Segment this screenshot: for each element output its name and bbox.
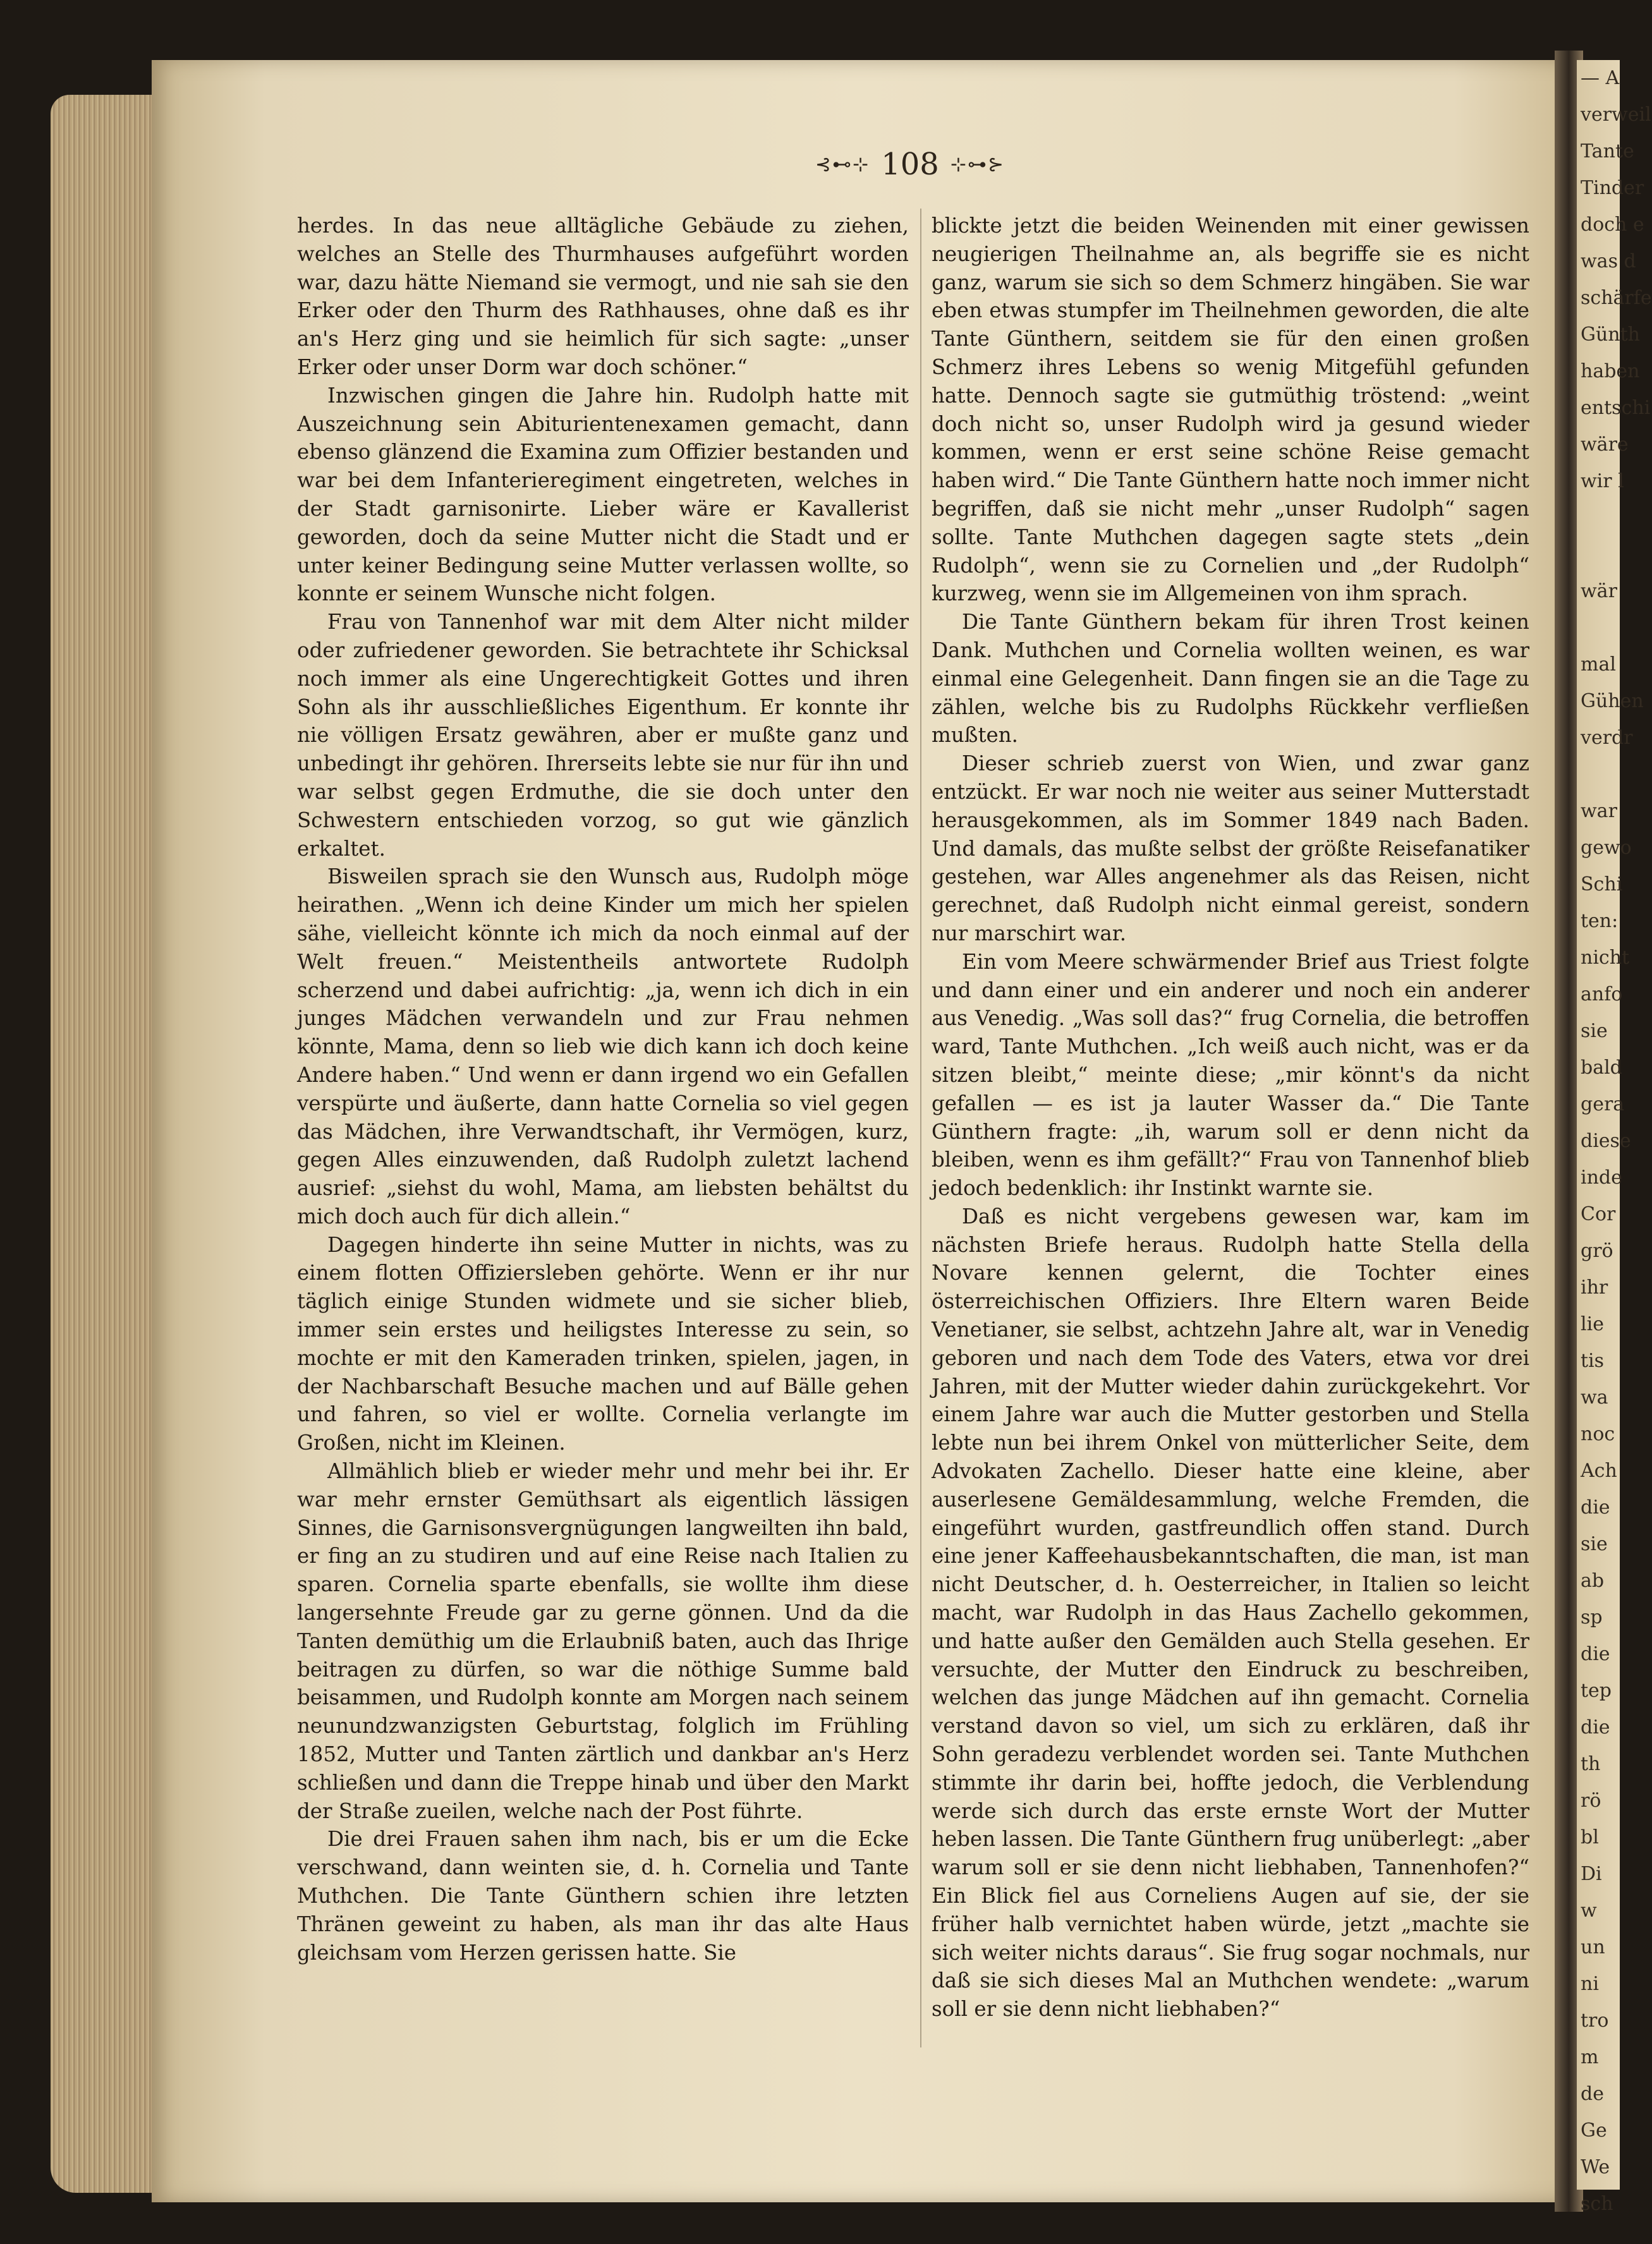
next-page-line: th [1581,1753,1601,1775]
next-page-line [1577,610,1620,646]
next-page-line: verdr [1581,727,1633,749]
next-page-line: die [1581,1496,1610,1519]
next-page-line: Ge [1581,2120,1607,2142]
paragraph: herdes. In das neue alltägliche Gebäude zu ziehen, welches an Stelle des Thurmhauses aufgeführt worden war, dazu hätte Niemand sie vermogt, und nie sah sie den Erker oder den Thurm des Rathhauses, ohne daß es ihr an's Herz ging und sie heimlich für sich sagte: „unser Erker oder unser Dorm war doch schöner.“ [297,214,909,379]
next-page-fragment [1577,60,1652,2215]
next-page-line: de [1581,2083,1604,2105]
next-page-line: bl [1581,1826,1599,1848]
next-page-line: tro [1581,2010,1609,2032]
next-page-line: — A [1581,67,1620,89]
next-page-line: Cor [1581,1203,1616,1225]
header-ornament-left: ⊰⊷⊹ [815,153,870,176]
next-page-line: Ach [1581,1460,1617,1482]
next-page-line: diese [1581,1130,1631,1152]
next-page-line [1577,756,1620,793]
page-header [803,142,1017,186]
next-page-line: noc [1581,1423,1615,1445]
paragraph: blickte jetzt die beiden Weinenden mit einer gewissen neugierigen Theilnahme an, als begriffe sie es nicht ganz, warum sie sich so dem Schmerz hingäben. Sie war eben etwas stumpfer im Theilnehmen geworden, die alte Tante Günthern, seitdem sie für den einen großen Schmerz ihres Lebens so wenig Mitgefühl gefunden hatte. Dennoch sagte sie gutmüthig tröstend: „weint doch nicht so, unser Rudolph wird ja gesund wieder kommen, wenn er erst seine schöne Reise gemacht haben wird.“ Die Tante Günthern hatte noch immer nicht begriffen, daß sie nicht mehr „unser Rudolph“ sagen sollte. Tante Muthchen dagegen sagte stets „dein Rudolph“, wenn sie zu Cornelien und „der Rudolph“ kurzweg, wenn sie im Allgemeinen von ihm sprach. [932,214,1529,606]
next-page-line: entschi [1581,397,1651,419]
paragraph: Bisweilen sprach sie den Wunsch aus, Rudolph möge heirathen. „Wenn ich deine Kinder um mich her spielen sähe, vielleicht könnte ich mich da noch einmal auf der Welt freuen.“ Meistentheils antwortete Rudolph scherzend und dabei aufrichtig: „ja, wenn ich dich in ein junges Mädchen verwandeln und zur Frau nehmen könnte, Mama, denn so lieb wie dich kann ich doch keine Andere haben.“ Und wenn er dann irgend wo ein Gefallen verspürte und äußerte, dann hatte Cornelia so viel gegen das Mädchen, ihre Verwandtschaft, ihr Vermögen, kurz, gegen Alles einzuwenden, daß Rudolph zuletzt lachend ausrief: „siehst du wohl, Mama, am liebsten behältst du mich doch auch für dich allein.“ [297,864,909,1228]
paragraph: Ein vom Meere schwärmender Brief aus Triest folgte und dann einer und ein anderer und noch ein anderer aus Venedig. „Was soll das?“ frug Cornelia, die betroffen ward, Tante Muthchen. „Ich weiß auch nicht, was er da sitzen bleibt,“ meinte diese; „mir könnt's da nicht gefallen — es ist ja lauter Wasser da.“ Die Tante Günthern fragte: „ih, warum soll er denn nicht da bleiben, wenn es ihm gefällt?“ Frau von Tannenhof blieb jedoch bedenklich: ihr Instinkt warnte sie. [932,949,1529,1201]
next-page-line: Di [1581,1863,1602,1885]
next-page-line: anfo [1581,983,1623,1005]
next-page-line [1577,537,1620,573]
next-page-line: Tinder [1581,177,1644,199]
paragraph: Daß es nicht vergebens gewesen war, kam im nächsten Briefe heraus. Rudolph hatte Stella della Novare kennen gelernt, die Tochter eines österreichischen Offiziers. Ihre Eltern waren Beide Venetianer, sie selbst, achtzehn Jahre alt, war in Venedig geboren und nach dem Tode des Vaters, etwa vor drei Jahren, mit der Mutter wieder dahin zurückgekehrt. Vor einem Jahre war auch die Mutter gestorben und Stella lebte nun bei ihrem Onkel von mütterlicher Seite, dem Advokaten Zachello. Dieser hatte eine kleine, aber auserlesene Gemäldesammlung, welche Fremden, die eingeführt wurden, gastfreundlich offen stand. Durch eine jener Kaffeehausbekanntschaften, die man, ist man nicht Deutscher, d. h. Oesterreicher, in Italien so leicht macht, war Rudolph in das Haus Zachello gekommen, und hatte außer den Gemälden auch Stella gesehen. Er versuchte, der Mutter den Eindruck zu beschreiben, welchen das junge Mädchen auf ihn gemacht. Cornelia verstand davon so viel, um sich zu erklären, daß ihr Sohn geradezu verblendet worden sei. Tante Muthchen stimmte ihr darin bei, hoffte jedoch, die Verblendung werde sich durch das erste ernste Wort der Mutter heben lassen. Die Tante Günthern frug unüberlegt: „aber warum soll er sie denn nicht liebhaben, Tannenhofen?“ Ein Blick fiel aus Corneliens Augen auf sie, der sie früher halb vernichtet haben würde, jetzt „machte sie sich weiter nichts daraus“. Sie frug sogar nochmals, nur daß sie sich dieses Mal an Muthchen wendete: „warum soll er sie denn nicht liebhaben?“ [932,1204,1529,2022]
next-page-line: bald [1581,1057,1622,1079]
paragraph: Dieser schrieb zuerst von Wien, und zwar ganz entzückt. Er war noch nie weiter aus seiner Mutterstadt herausgekommen, als im Sommer 1849 nach Baden. Und damals, das mußte selbst der größte Reisefanatiker gestehen, war Alles angenehmer als das Reisen, nicht gerechnet, daß Rudolph nicht einmal gereist, sondern nur marschirt war. [932,751,1529,945]
next-page-line: gera [1581,1093,1625,1115]
next-page-line: lie [1581,1313,1604,1335]
next-page-line: ab [1581,1570,1605,1592]
next-page-line: w [1581,1900,1597,1922]
next-page-line: was d [1581,250,1636,272]
next-page-line: wir l [1581,470,1624,492]
next-page-line: gewo [1581,837,1632,859]
next-page-line: un [1581,1936,1605,1958]
next-page-line: wa [1581,1386,1608,1409]
header-ornament-right: ⊹⊶⊱ [950,153,1005,176]
next-page-line: sp [1581,1606,1603,1628]
text-column-right [932,212,1529,2023]
next-page-line: die [1581,1643,1610,1665]
next-page-line: ten: [1581,910,1619,932]
next-page-line: inde [1581,1167,1622,1189]
next-page-line: sie [1581,1020,1608,1042]
next-page-line: sch [1581,2193,1613,2215]
next-page-line: schärfe [1581,287,1652,309]
paragraph: Allmählich blieb er wieder mehr und mehr bei ihr. Er war mehr ernster Gemüthsart als eigentlich lässigen Sinnes, die Garnisonsvergnügungen langweilten ihn bald, er fing an zu studiren und auf eine Reise nach Italien zu sparen. Cornelia sparte ebenfalls, sie wollte ihm diese langersehnte Freude gar zu gerne gönnen. Und da die Tanten demüthig um die Erlaubniß baten, auch das Ihrige beitragen zu dürfen, so war die nöthige Summe bald beisammen, und Rudolph konnte am Morgen nach seinem neunundzwanzigsten Geburtstag, folglich im Frühling 1852, Mutter und Tanten zärtlich und dankbar an's Herz schließen und dann die Treppe hinab und über den Markt der Straße zueilen, welche nach der Post führte. [297,1459,909,1823]
text-column-left [297,212,909,1967]
column-divider [920,209,921,2047]
next-page-line: Tante [1581,140,1634,162]
paragraph: Die drei Frauen sahen ihm nach, bis er um die Ecke verschwand, dann weinten sie, d. h. Cornelia und Tante Muthchen. Die Tante Günthern schien ihre letzten Thränen geweint zu haben, als man ihr das alte Haus gleichsam vom Herzen gerissen hatte. Sie [297,1827,909,1965]
next-page-line: verweil [1581,104,1651,126]
paragraph: Inzwischen gingen die Jahre hin. Rudolph hatte mit Auszeichnung sein Abiturientenexamen gemacht, dann ebenso glänzend die Examina zum Offizier bestanden und war bei dem Infanterieregiment eingetreten, welches in der Stadt garnisonirte. Lieber wäre er Kavallerist geworden, doch da seine Mutter nicht die Stadt und er unter keiner Bedingung seine Mutter verlassen wollte, so konnte er seinem Wunsche nicht folgen. [297,383,909,606]
next-page-line: We [1581,2156,1610,2178]
paragraph: Frau von Tannenhof war mit dem Alter nicht milder oder zufriedener geworden. Sie betrachtete ihr Schicksal noch immer als eine Ungerechtigkeit Gottes und ihren Sohn als ihr ausschließliches Eigenthum. Er konnte ihr nie völligen Ersatz gewähren, aber er mußte ganz und unbedingt ihr gehören. Ihrerseits lebte sie nur für ihn und war selbst gegen Erdmuthe, die sie doch unter den Schwestern entschieden vorzog, so gut wie gänzlich erkaltet. [297,610,909,861]
next-page-line: wäre [1581,434,1629,456]
next-page-line: tep [1581,1680,1612,1702]
next-page-line: Schi [1581,873,1623,895]
paragraph: Dagegen hinderte ihn seine Mutter in nichts, was zu einem flotten Offiziersleben gehörte. Wenn er ihr nur täglich einige Stunden widmete und sie sicher blieb, immer sein erstes und heiligstes Interesse zu sein, so mochte er mit den Kameraden trinken, spielen, jagen, in der Nachbarschaft Besuche machen und auf Bälle gehen und fahren, so viel er wollte. Cornelia verlangte im Großen, nicht im Kleinen. [297,1232,909,1455]
paragraph: Die Tante Günthern bekam für ihren Trost keinen Dank. Muthchen und Cornelia wollten weinen, es war einmal eine Gelegenheit. Dann fingen sie an die Tage zu zählen, welche bis zu Rudolphs Rückkehr verfließen mußten. [932,610,1529,748]
next-page-line [1577,500,1620,537]
next-page-line: ni [1581,1973,1599,1995]
next-page-line: wär [1581,580,1617,602]
page-number: 108 [881,147,939,182]
next-page-line: grö [1581,1240,1613,1262]
next-page-line: war [1581,800,1617,822]
next-page-line: die [1581,1716,1610,1738]
next-page-line: mal [1581,653,1616,676]
next-page-line: haben [1581,360,1640,382]
next-page-line: Günth [1581,324,1640,346]
next-page-line: m [1581,2046,1599,2068]
next-page-line: nicht [1581,947,1630,969]
next-page-line: doch e [1581,214,1644,236]
next-page-line: rö [1581,1790,1601,1812]
next-page-line: ihr [1581,1277,1608,1299]
next-page-line: sie [1581,1533,1608,1555]
next-page-line: tis [1581,1350,1605,1372]
next-page-line: Gühen [1581,690,1644,712]
